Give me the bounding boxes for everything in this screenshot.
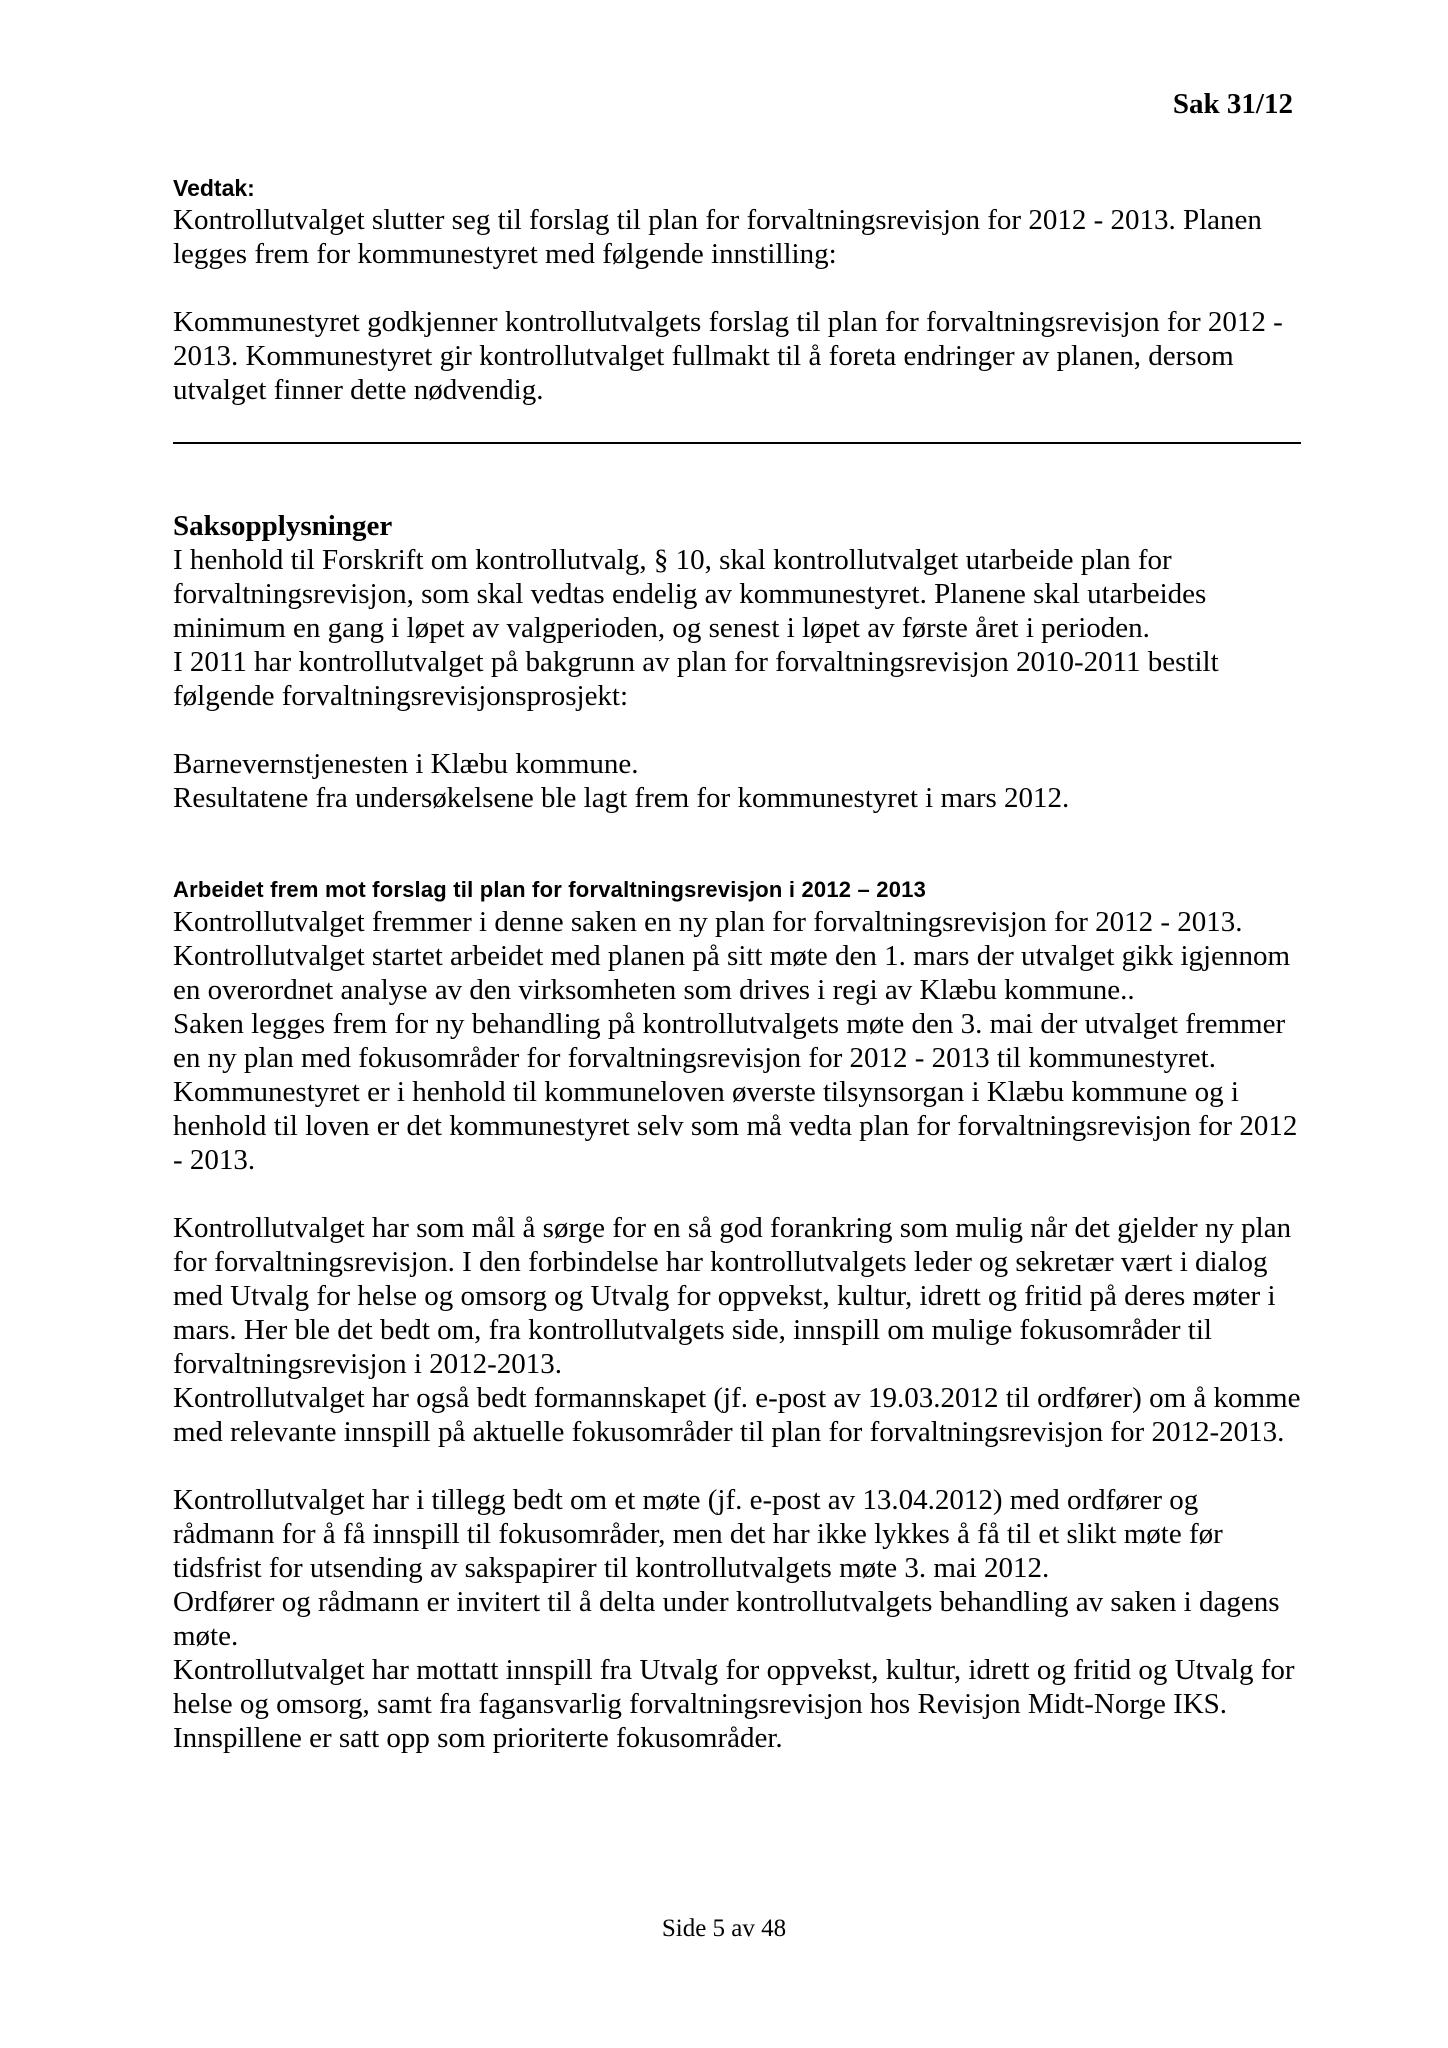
saksopplysninger-heading: Saksopplysninger [173, 510, 393, 542]
arbeidet-section [173, 875, 1303, 1755]
vedtak-paragraph-2: Kommunestyret godkjenner kontrollutvalgets forslag til plan for forvaltningsrevisjon for 2012 - 2013. Kommunestyret gir kontrollutvalget fullmakt til å foreta endringer av planen, dersom utvalget finner dette nødvendig. [173, 306, 1283, 406]
arbeidet-paragraph-6: Kontrollutvalget har også bedt formannskapet (jf. e-post av 19.03.2012 til ordfører) om å komme med relevante innspill på aktuelle fokusområder til plan for forvaltningsrevisjon for 2012-2013. [173, 1382, 1301, 1448]
arbeidet-paragraph-5: Kontrollutvalget har som mål å sørge for en så god forankring som mulig når det gjelder ny plan for forvaltningsrevisjon. I den forbindelse har kontrollutvalgets leder og sekretær vært i dialog med Utvalg for helse og omsorg og Utvalg for oppvekst, kultur, idrett og fritid på deres møter i mars. Her ble det bedt om, fra kontrollutvalgets side, innspill om mulige fokusområder til forvaltningsrevisjon i 2012-2013. [173, 1212, 1292, 1380]
vedtak-label: Vedtak: [173, 175, 255, 201]
saksopplysninger-paragraph-1: I henhold til Forskrift om kontrollutvalg, § 10, skal kontrollutvalget utarbeide plan for forvaltningsrevisjon, som skal vedtas endelig av kommunestyret. Planene skal utarbeides minimum en gang i løpet av valgperioden, og senest i løpet av første året i perioden. [173, 544, 1207, 644]
case-number: Sak 31/12 [1172, 88, 1293, 120]
vedtak-paragraph-1: Kontrollutvalget slutter seg til forslag til plan for forvaltningsrevisjon for 2012 - 2013. Planen legges frem for kommunestyret med følgende innstilling: [173, 204, 1262, 270]
document-body [173, 173, 1303, 1755]
page-number: Side 5 av 48 [661, 1915, 787, 1942]
arbeidet-paragraph-3: Saken legges frem for ny behandling på kontrollutvalgets møte den 3. mai der utvalget fremmer en ny plan med fokusområder for forvaltningsrevisjon for 2012 - 2013 til kommunestyret. [173, 1008, 1286, 1074]
arbeidet-heading: Arbeidet frem mot forslag til plan for forvaltningsrevisjon i 2012 – 2013 [173, 877, 927, 902]
saksopplysninger-paragraph-2: I 2011 har kontrollutvalget på bakgrunn av plan for forvaltningsrevisjon 2010-2011 bestilt følgende forvaltningsrevisjonsprosjekt: [173, 646, 1219, 712]
arbeidet-paragraph-7: Kontrollutvalget har i tillegg bedt om et møte (jf. e-post av 13.04.2012) med ordfører og rådmann for å få innspill til fokusområder, men det har ikke lykkes å få til et slikt møte før tidsfrist for utsending av sakspapirer til kontrollutvalgets møte 3. mai 2012. [173, 1484, 1223, 1584]
saksopplysninger-section [173, 509, 1303, 815]
arbeidet-paragraph-8: Ordfører og rådmann er invitert til å delta under kontrollutvalgets behandling av saken i dagens møte. [173, 1586, 1280, 1652]
saksopplysninger-paragraph-3: Barnevernstjenesten i Klæbu kommune. [173, 748, 639, 780]
vedtak-section [173, 173, 1303, 407]
saksopplysninger-paragraph-4: Resultatene fra undersøkelsene ble lagt frem for kommunestyret i mars 2012. [173, 782, 1070, 814]
arbeidet-paragraph-2: Kontrollutvalget startet arbeidet med planen på sitt møte den 1. mars der utvalget gikk igjennom en overordnet analyse av den virksomheten som drives i regi av Klæbu kommune.. [173, 940, 1291, 1006]
arbeidet-paragraph-1: Kontrollutvalget fremmer i denne saken en ny plan for forvaltningsrevisjon for 2012 - 2013. [173, 906, 1243, 938]
arbeidet-paragraph-9: Kontrollutvalget har mottatt innspill fra Utvalg for oppvekst, kultur, idrett og fritid og Utvalg for helse og omsorg, samt fra fagansvarlig forvaltningsrevisjon hos Revisjon Midt-Norge IKS. Innspillene er satt opp som prioriterte fokusområder. [173, 1654, 1295, 1754]
arbeidet-paragraph-4: Kommunestyret er i henhold til kommuneloven øverste tilsynsorgan i Klæbu kommune og i henhold til loven er det kommunestyret selv som må vedta plan for forvaltningsrevisjon for 2012 - 2013. [173, 1076, 1298, 1176]
